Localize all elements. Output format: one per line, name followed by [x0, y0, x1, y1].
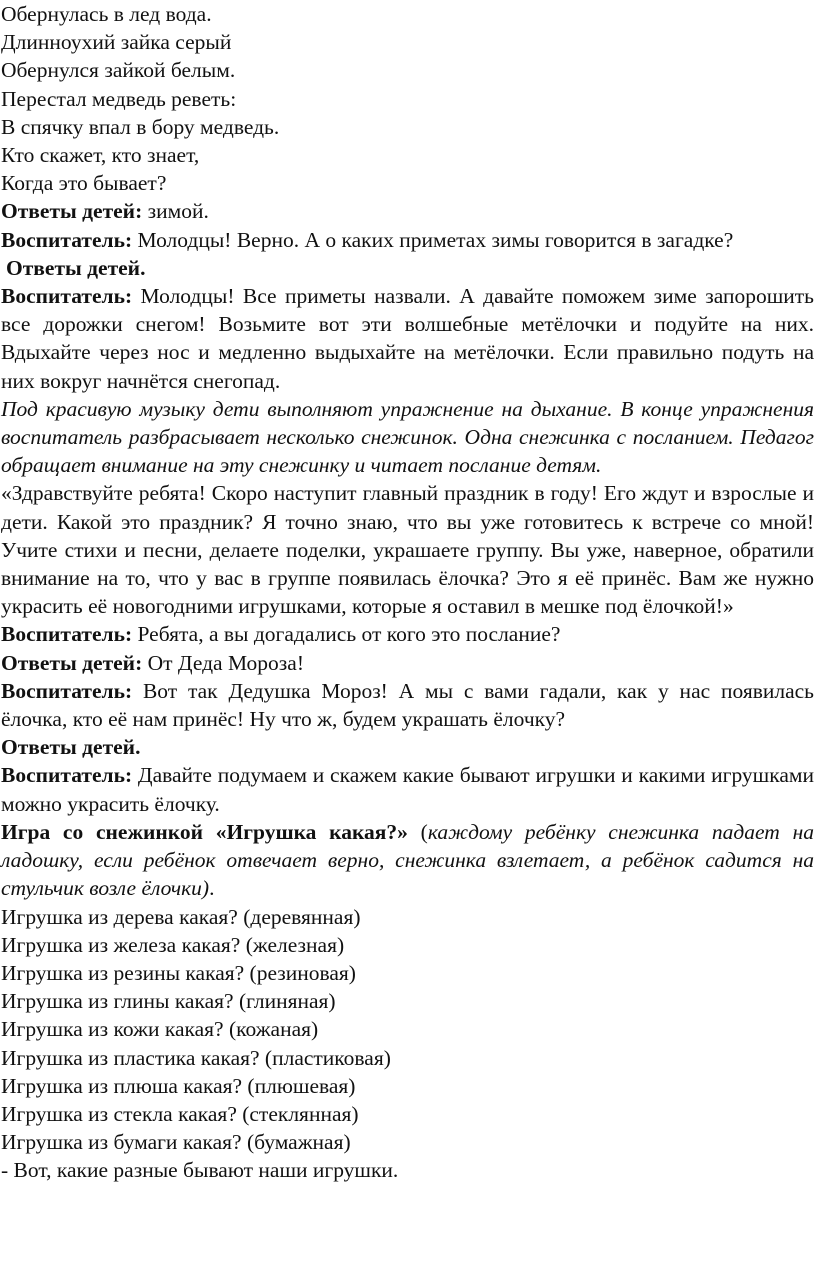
speaker-label: Ответы детей:: [1, 199, 143, 224]
speaker-label: Ответы детей:: [1, 650, 143, 675]
teacher-line: [1, 226, 814, 254]
speaker-label: Воспитатель:: [1, 284, 133, 309]
paren-open: (: [407, 819, 428, 844]
teacher-text: Вот так Дедушка Мороз! А мы с вами гадали, как у нас появилась ёлочка, кто её нам принёс! Ну что ж, будем украшать ёлочку?: [1, 678, 814, 732]
answer-text: От Деда Мороза!: [142, 650, 304, 675]
question-line: Игрушка из глины какая? (глиняная): [1, 989, 336, 1014]
game-note: каждому ребёнку снежинка падает на ладошку, если ребёнок отвечает верно, снежинка взлетает, а ребёнок садится на стульчик возле ёлочки): [1, 819, 814, 901]
children-answer: Ответы детей.: [6, 255, 146, 280]
game-title: Игра со снежинкой «Игрушка какая?»: [1, 819, 408, 844]
question-line: Игрушка из кожи какая? (кожаная): [1, 1017, 319, 1042]
question-line: Игрушка из резины какая? (резиновая): [1, 960, 356, 985]
stage-direction: Под красивую музыку дети выполняют упражнение на дыхание. В конце упражнения воспитатель разбрасывает несколько снежинок. Одна снежинка с посланием. Педагог обращает внимание на эту снежинку и читает послание детям.: [1, 396, 814, 478]
teacher-line: [1, 282, 814, 395]
poem-line: Перестал медведь реветь:: [1, 86, 237, 111]
teacher-line: [1, 620, 814, 648]
teacher-text: Молодцы! Все приметы назвали. А давайте поможем зиме запорошить все дорожки снегом! Возьмите вот эти волшебные метёлочки и подуйте на них. Вдыхайте через нос и медленно выдыхайте на метёлочки. Если правильно подуть на них вокруг начнётся снегопад.: [1, 284, 814, 393]
question-line: Игрушка из пластика какая? (пластиковая): [1, 1045, 391, 1070]
poem-line: Когда это бывает?: [1, 171, 167, 196]
closing-line: - Вот, какие разные бывают наши игрушки.: [1, 1158, 399, 1183]
answer-text: зимой.: [142, 199, 209, 224]
speaker-label: Воспитатель:: [1, 763, 133, 788]
children-answer: Ответы детей.: [1, 735, 141, 760]
game-tail: .: [209, 876, 215, 901]
teacher-text: Ребята, а вы догадались от кого это послание?: [132, 622, 561, 647]
poem-line: Обернулась в лед вода.: [1, 2, 212, 26]
question-line: Игрушка из бумаги какая? (бумажная): [1, 1130, 351, 1155]
speaker-label: Воспитатель:: [1, 622, 133, 647]
question-line: Игрушка из плюша какая? (плюшевая): [1, 1073, 356, 1098]
poem-line: В спячку впал в бору медведь.: [1, 114, 280, 139]
question-line: Игрушка из стекла какая? (стеклянная): [1, 1101, 359, 1126]
poem-line: Обернулся зайкой белым.: [1, 58, 236, 83]
speaker-label: Воспитатель:: [1, 227, 133, 252]
teacher-line: [1, 677, 814, 733]
children-answer: [1, 649, 814, 677]
teacher-text: Давайте подумаем и скажем какие бывают игрушки и какими игрушками можно украсить ёлочку.: [1, 763, 814, 816]
question-line: Игрушка из дерева какая? (деревянная): [1, 904, 361, 929]
question-line: Игрушка из железа какая? (железная): [1, 932, 345, 957]
poem-line: Кто скажет, кто знает,: [1, 143, 200, 168]
speaker-label: Воспитатель:: [1, 678, 133, 703]
teacher-text: Молодцы! Верно. А о каких приметах зимы говорится в загадке?: [132, 227, 734, 252]
children-answer: [1, 197, 814, 225]
game-description: [1, 818, 814, 903]
letter-text: «Здравствуйте ребята! Скоро наступит главный праздник в году! Его ждут и взрослые и дети. Какой это праздник? Я точно знаю, что вы уже готовитесь к встрече со мной! Учите стихи и песни, делаете поделки, украшаете группу. Вы уже, наверное, обратили внимание на то, что у вас в группе появилась ёлочка? Это я её принёс. Вам же нужно украсить её новогодними игрушками, которые я оставил в мешке под ёлочкой!»: [1, 481, 814, 619]
teacher-line: [1, 761, 814, 817]
poem-line: Длинноухий зайка серый: [1, 30, 232, 55]
